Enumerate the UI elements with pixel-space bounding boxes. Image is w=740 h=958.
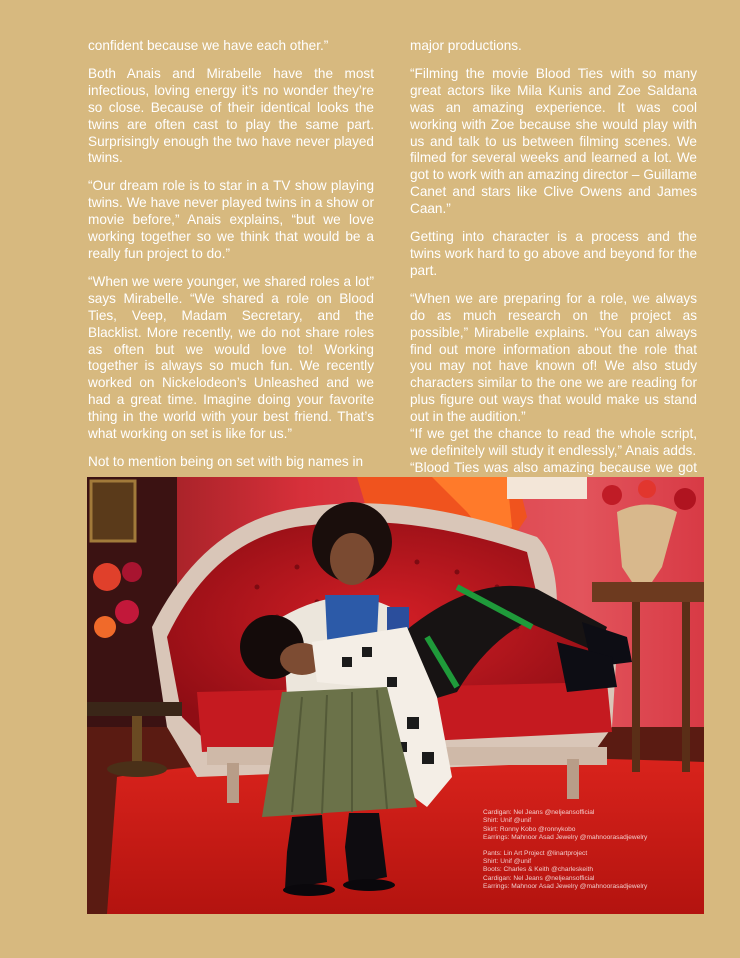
article-paragraph: Getting into character is a process and the twins work hard to go above and beyond for the part.: [410, 229, 697, 278]
credit-line: Cardigan: Nel Jeans @neljeansofficial: [483, 874, 595, 882]
article-paragraph: “Blood Ties was also amazing because we got: [410, 459, 697, 475]
wall-frame: [507, 477, 587, 499]
article-paragraph: confident because we have each other.”: [88, 38, 329, 53]
credit-line: Earrings: Mahnoor Asad Jewelry @mahnoorasadjewelry: [483, 883, 648, 891]
twins-editorial-photo: [87, 477, 704, 914]
credit-line: Boots: Charles & Keith @charleskeith: [483, 866, 594, 874]
article-paragraph: “Filming the movie Blood Ties with so many great actors like Mila Kunis and Zoe Saldana was an amazing experience. It was cool working with Zoe because she would play with us and talk to us between filming scenes. We filmed for several weeks and learned a lot. We got to work with an amazing director – Guillame Canet and stars like Clive Owens and James Caan.”: [410, 65, 697, 217]
photo-credits: [483, 809, 698, 892]
standing-twin-boots: [285, 815, 327, 889]
article-paragraph: “When we were younger, we shared roles a lot” says Mirabelle. “We shared a role on Blood Ties, Veep, Madam Secretary, and the Blacklist. More recently, we do not share roles as often but we would love to! Working together is always so much fun. We recently worked on Nickelodeon’s Unleashed and we had a great time. Imagine doing your favorite thing in the world with your best friend. That’s what working on set is like for us.”: [88, 273, 374, 442]
article-paragraph: “Our dream role is to star in a TV show playing twins. We have never played twins in a show or movie before,” Anais explains, “but we love working together so we think that would be a really fun project to do.”: [88, 178, 374, 261]
article-left-column: [88, 38, 374, 482]
article-paragraph: major productions.: [410, 38, 522, 53]
side-table: [592, 582, 704, 602]
article-paragraph: “If we get the chance to read the whole script, we definitely will study it endlessly,” Anais adds.: [410, 426, 697, 458]
credit-line: Skirt: Ronny Kobo @ronnykobo: [483, 825, 576, 833]
article-paragraph: Not to mention being on set with big names in: [88, 453, 364, 469]
credit-line: Earrings: Mahnoor Asad Jewelry @mahnoorasadjewelry: [483, 834, 648, 842]
article-right-column: [410, 38, 697, 522]
credits-spacer: [483, 843, 698, 850]
credit-line: Shirt: Unif @unif: [483, 817, 532, 825]
mirror-frame: [91, 481, 135, 541]
lamp-base: [87, 702, 182, 716]
article-paragraph: “When we are preparing for a role, we always do as much research on the project as possible,” Mirabelle explains. “You can always find out more information about the role that you may not have known of! We also study characters similar to the one we are reading for plus figure out ways that would make us stand out in the audition.”: [410, 290, 697, 425]
credit-line: Shirt: Unif @unif: [483, 858, 532, 866]
credit-line: Pants: Lin Art Project @linartproject: [483, 849, 588, 857]
credit-line: Cardigan: Nel Jeans @neljeansofficial: [483, 809, 595, 816]
article-paragraph: Both Anais and Mirabelle have the most infectious, loving energy it’s no wonder they’re so close. Because of their identical looks the twins are often cast to play the same part. Surprisingly enough the two have never played twins.: [88, 65, 374, 166]
flowers-left: [93, 563, 121, 591]
